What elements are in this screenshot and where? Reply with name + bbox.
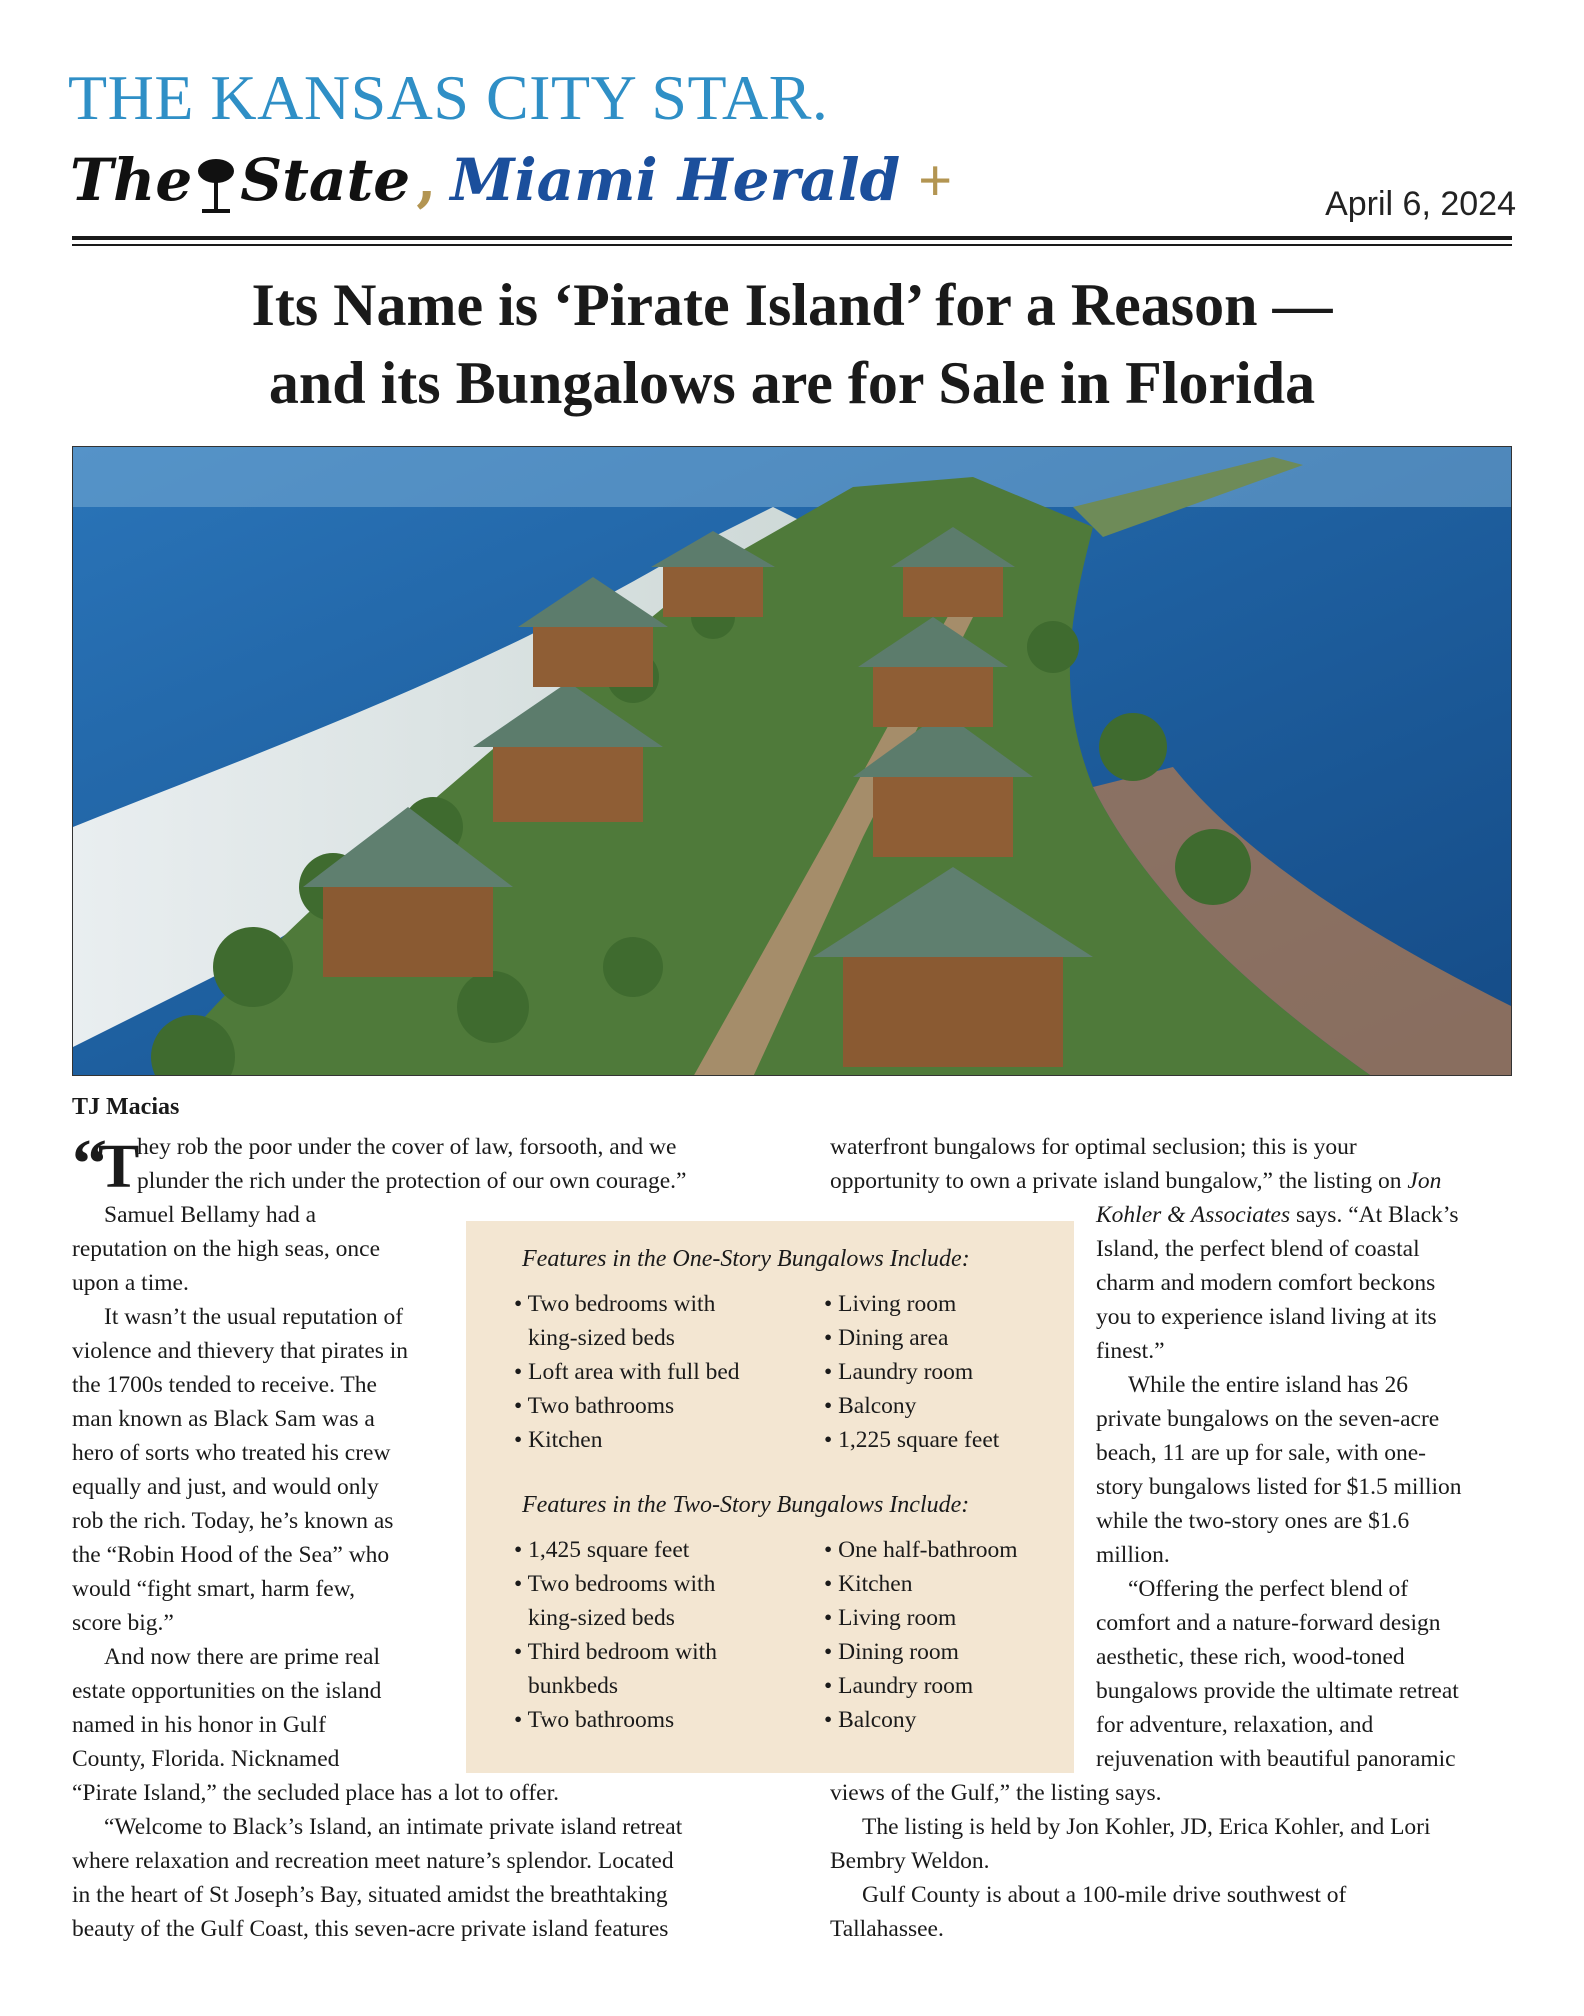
text-line: comfort and a nature-forward design (1096, 1610, 1441, 1636)
list-item: • One half-bathroom (824, 1537, 1018, 1563)
text-line: million. (1096, 1542, 1170, 1568)
list-item: bunkbeds (528, 1673, 619, 1699)
header-rule-thin (72, 244, 1512, 246)
text-line: charm and modern comfort beckons (1096, 1270, 1436, 1296)
text-line: would “fight smart, harm few, (72, 1576, 356, 1602)
right-column (1096, 1198, 1462, 1776)
list-item: • Loft area with full bed (514, 1359, 740, 1385)
list-item: • Two bedrooms with (514, 1291, 716, 1317)
text-line: man known as Black Sam was a (72, 1406, 375, 1432)
text-line: you to experience island living at its (1096, 1304, 1437, 1330)
masthead-miami-herald: Miami Herald (450, 146, 901, 214)
right-top-text (830, 1130, 1441, 1198)
text-line: waterfront bungalows for optimal seclusion; this is your (830, 1134, 1357, 1160)
text-line: Tallahassee. (830, 1916, 944, 1942)
list-item: • Laundry room (824, 1673, 974, 1699)
text-line: in the heart of St Joseph’s Bay, situated amidst the breathtaking (72, 1882, 668, 1908)
list-item: • Dining room (824, 1639, 959, 1665)
list-item: • Kitchen (824, 1571, 913, 1597)
text-line: story bungalows listed for $1.5 million (1096, 1474, 1462, 1500)
palmetto-tree-icon (194, 155, 238, 215)
text-line: Island, the perfect blend of coastal (1096, 1236, 1420, 1262)
list-item: • Laundry room (824, 1359, 974, 1385)
masthead-plus: + (918, 148, 953, 213)
text-line: aesthetic, these rich, wood-toned (1096, 1644, 1405, 1670)
text-line: violence and thievery that pirates in (72, 1338, 409, 1364)
publication-date: April 6, 2024 (1325, 185, 1516, 223)
text-line: named in his honor in Gulf (72, 1712, 326, 1738)
text-segment-italic: Jon (1407, 1168, 1442, 1194)
lead-paragraph (137, 1130, 686, 1198)
text-line: It wasn’t the usual reputation of (104, 1304, 404, 1330)
list-item: king-sized beds (528, 1325, 675, 1351)
list-item: • Balcony (824, 1393, 917, 1419)
text-line: While the entire island has 26 (1128, 1372, 1408, 1398)
two-story-features-title: Features in the Two-Story Bungalows Include: (522, 1492, 970, 1518)
text-line: “Welcome to Black’s Island, an intimate private island retreat (104, 1814, 683, 1840)
text-line: County, Florida. Nicknamed (72, 1746, 340, 1772)
text-line: beauty of the Gulf Coast, this seven-acre private island features (72, 1916, 669, 1942)
headline-line-2: and its Bungalows are for Sale in Florida (268, 350, 1316, 416)
text-line: finest.” (1096, 1338, 1165, 1364)
text-line: score big.” (72, 1610, 174, 1636)
text-line: for adventure, relaxation, and (1096, 1712, 1374, 1738)
header-rule-thick (72, 236, 1512, 240)
text-line: rejuvenation with beautiful panoramic (1096, 1746, 1456, 1772)
text-line (830, 1164, 1441, 1198)
text-line: reputation on the high seas, once (72, 1236, 381, 1262)
two-story-list-right (824, 1533, 1018, 1737)
text-segment: opportunity to own a private island bungalow,” the listing on (830, 1168, 1408, 1194)
list-item: • Third bedroom with (514, 1639, 717, 1665)
one-story-list-right (824, 1287, 999, 1457)
drop-quote-mark: “ (72, 1126, 107, 1203)
text-line: views of the Gulf,” the listing says. (830, 1780, 1162, 1806)
masthead-publications (70, 140, 952, 220)
one-story-features-title: Features in the One-Story Bungalows Include: (522, 1246, 970, 1272)
right-bottom-text (830, 1776, 1431, 1946)
headline-line-1: Its Name is ‘Pirate Island’ for a Reason — (251, 272, 1333, 338)
text-line: the 1700s tended to receive. The (72, 1372, 377, 1398)
text-line: upon a time. (72, 1270, 189, 1296)
left-column (72, 1198, 408, 1776)
list-item: • Kitchen (514, 1427, 603, 1453)
masthead-the-state: The State (70, 146, 411, 214)
text-line: And now there are prime real (104, 1644, 380, 1670)
lead-line-2: plunder the rich under the protection of our own courage.” (137, 1168, 687, 1194)
island-illustration (73, 447, 1512, 1076)
list-item: • Two bathrooms (514, 1707, 675, 1733)
text-segment: says. “At Black’s (1290, 1202, 1459, 1228)
aerial-island-photo (72, 446, 1512, 1076)
features-sidebar (466, 1221, 1074, 1773)
list-item: • Balcony (824, 1707, 917, 1733)
headline (72, 266, 1512, 422)
text-line: “Offering the perfect blend of (1128, 1576, 1409, 1602)
byline: TJ Macias (72, 1094, 180, 1120)
list-item: • 1,425 square feet (514, 1537, 690, 1563)
text-line: Bembry Weldon. (830, 1848, 990, 1874)
left-bottom-text (72, 1776, 682, 1946)
text-line (1096, 1198, 1462, 1232)
text-line: bungalows provide the ultimate retreat (1096, 1678, 1459, 1704)
text-line: while the two-story ones are $1.6 (1096, 1508, 1410, 1534)
list-item: • 1,225 square feet (824, 1427, 1000, 1453)
masthead-kansas-city-star: THE KANSAS CITY STAR. (68, 62, 829, 133)
text-line: where relaxation and recreation meet nature’s splendor. Located (72, 1848, 674, 1874)
masthead-comma: , (416, 146, 437, 214)
list-item: • Living room (824, 1605, 957, 1631)
text-line: Samuel Bellamy had a (104, 1202, 317, 1228)
text-line: beach, 11 are up for sale, with one- (1096, 1440, 1426, 1466)
list-item: • Two bedrooms with (514, 1571, 716, 1597)
text-line: hero of sorts who treated his crew (72, 1440, 391, 1466)
text-line: The listing is held by Jon Kohler, JD, Erica Kohler, and Lori (862, 1814, 1431, 1840)
list-item: • Dining area (824, 1325, 949, 1351)
lead-line-1: hey rob the poor under the cover of law, forsooth, and we (137, 1134, 677, 1160)
two-story-list-left (514, 1533, 717, 1737)
text-line: estate opportunities on the island (72, 1678, 382, 1704)
text-line: private bungalows on the seven-acre (1096, 1406, 1440, 1432)
drop-cap-T: T (98, 1133, 140, 1201)
text-line: Gulf County is about a 100-mile drive southwest of (862, 1882, 1347, 1908)
list-item: king-sized beds (528, 1605, 675, 1631)
text-line: “Pirate Island,” the secluded place has a lot to offer. (72, 1780, 560, 1806)
one-story-list-left (514, 1287, 740, 1457)
list-item: • Living room (824, 1291, 957, 1317)
text-segment-italic: Kohler & Associates (1096, 1202, 1291, 1228)
text-line: the “Robin Hood of the Sea” who (72, 1542, 390, 1568)
list-item: • Two bathrooms (514, 1393, 675, 1419)
text-line: equally and just, and would only (72, 1474, 379, 1500)
text-line: rob the rich. Today, he’s known as (72, 1508, 394, 1534)
